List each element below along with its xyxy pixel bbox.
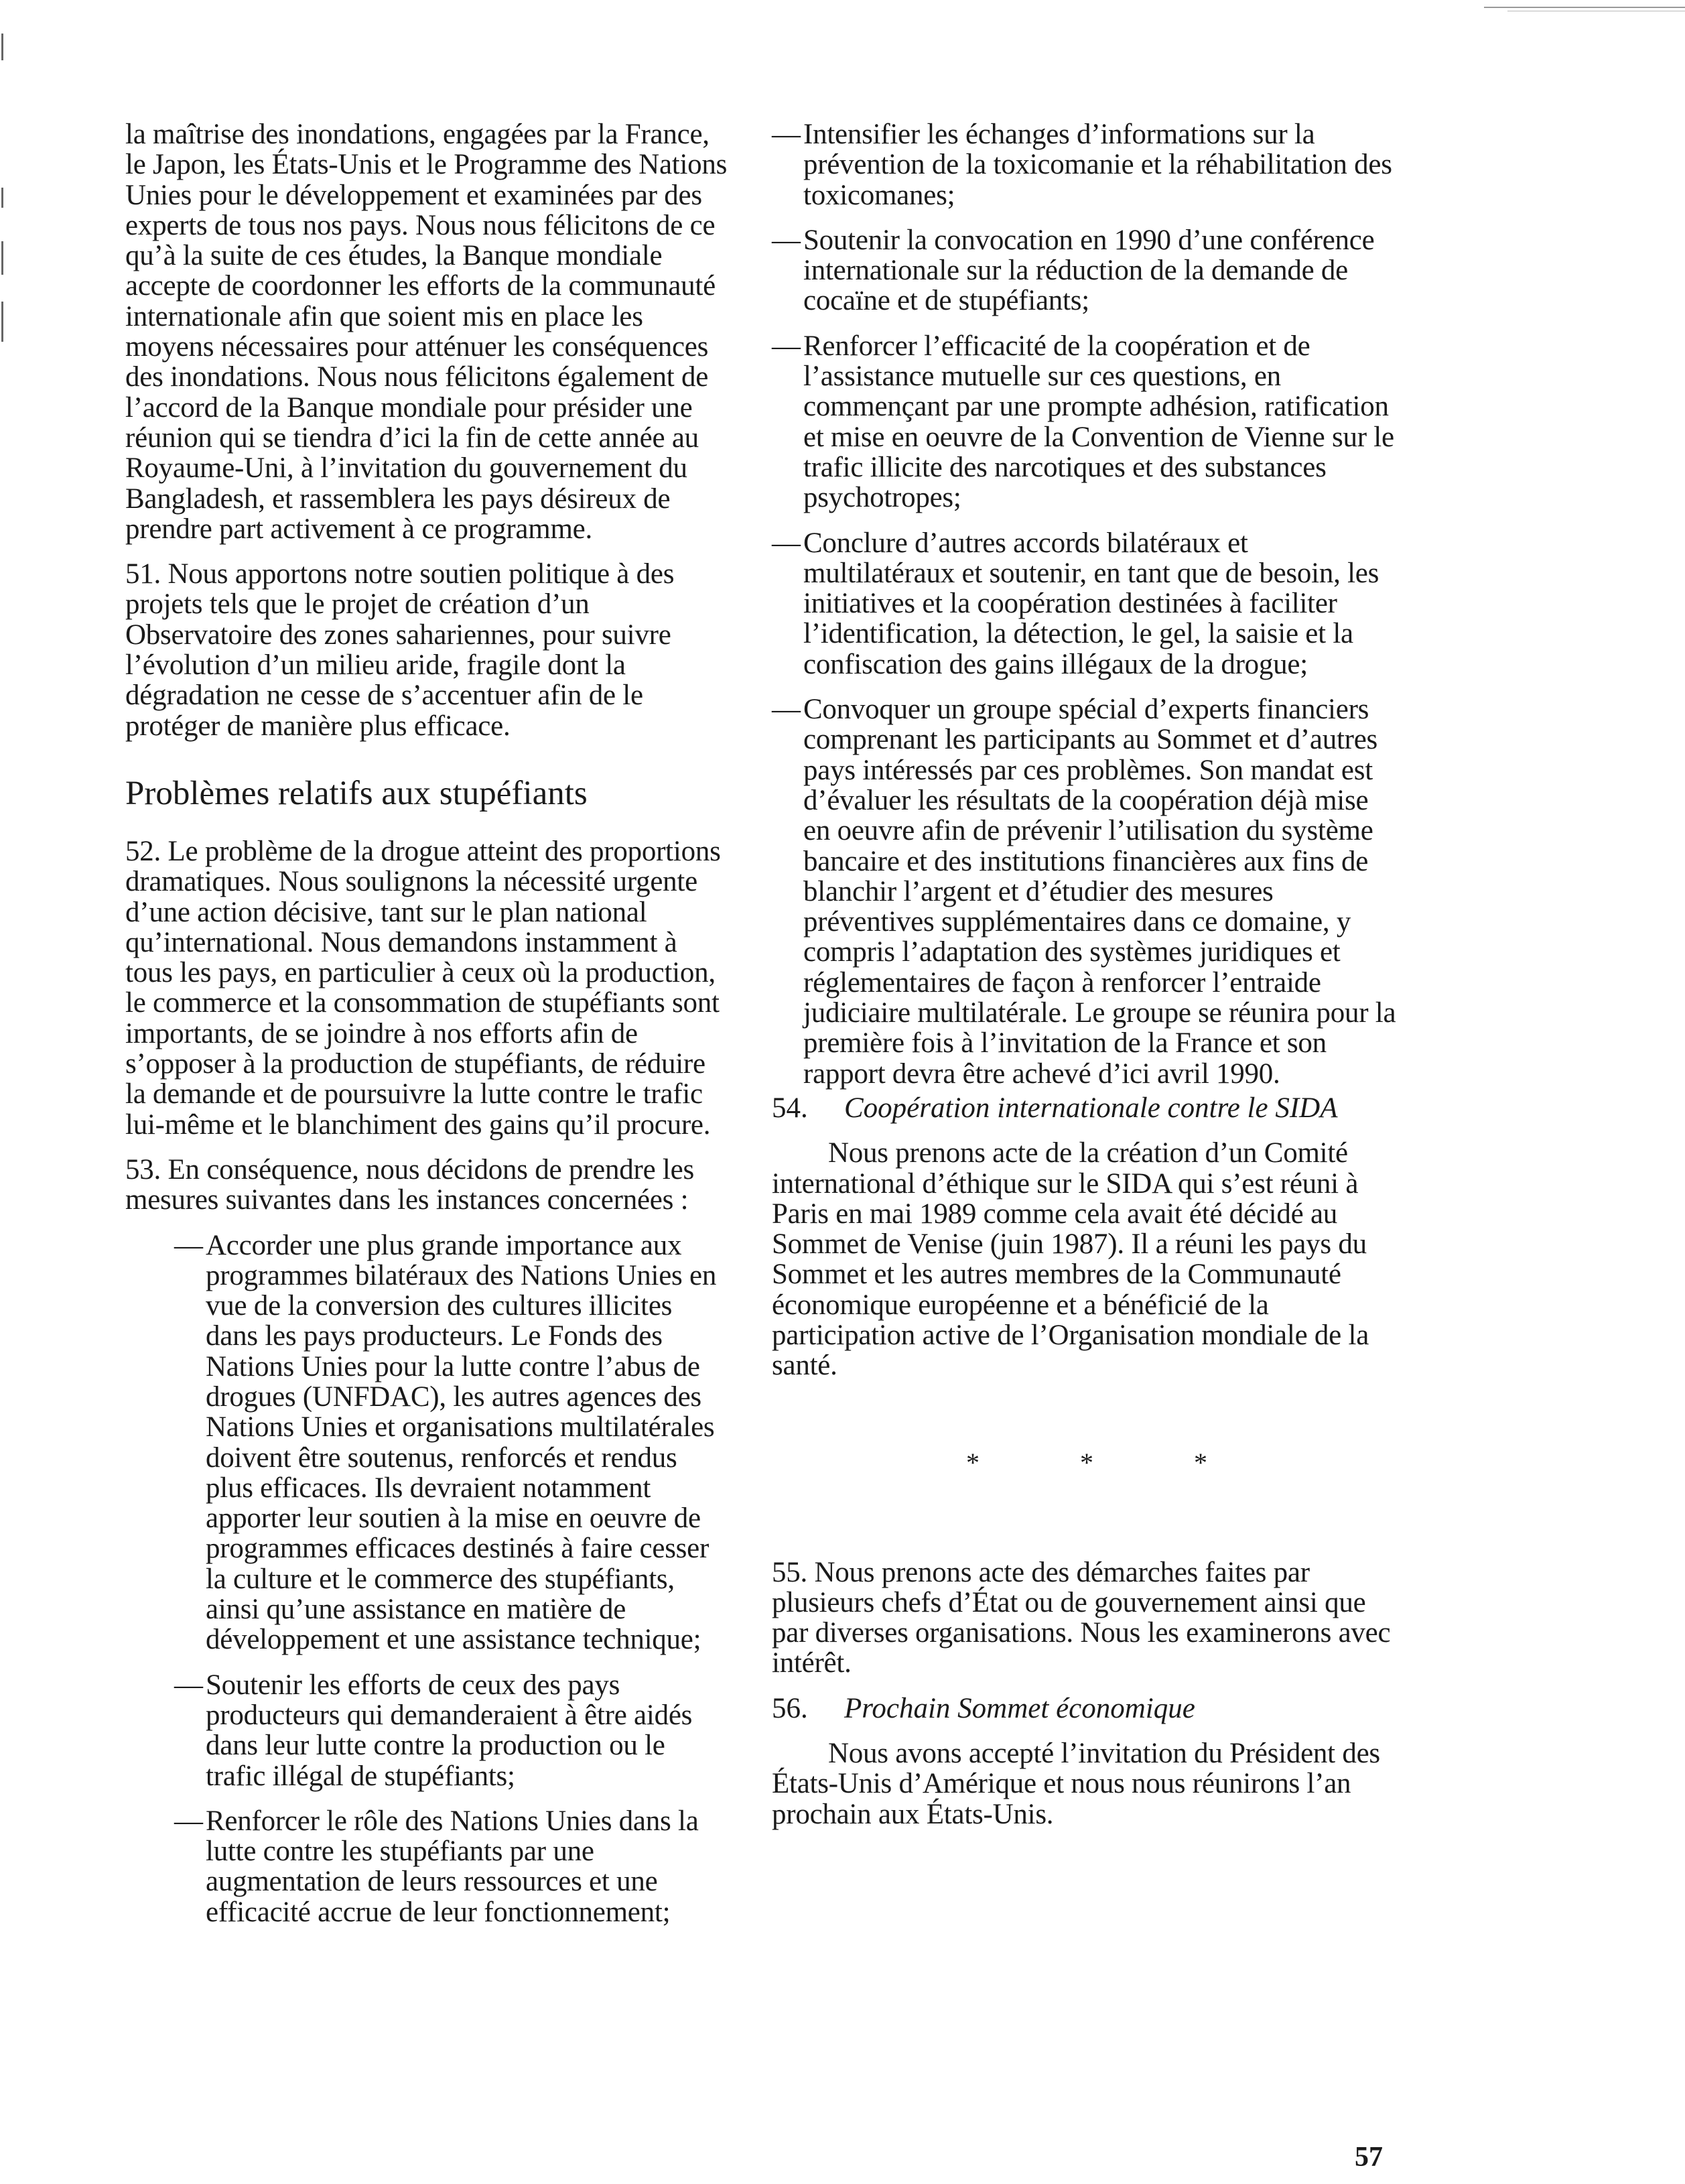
paragraph-51: 51. Nous apportons notre soutien politique à des projets tels que le projet de création d’un Observatoire des zones sahariennes, pour suivre l’évolution d’un milieu aride, fragile dont la dégradation ne cesse de s’accentuer afin de le protéger de manière plus efficace. — [125, 558, 675, 742]
list-item-text: Renforcer l’efficacité de la coopération et de l’assistance mutuelle sur ces questions, en commençant par une prompte adhésion, ratification et mise en oeuvre de la Convention de Vienne sur le trafic illicite des narcotiques et des substances psychotropes; — [803, 330, 1394, 514]
list-item — [174, 1670, 728, 1791]
dash-marker: — — [174, 1669, 203, 1701]
section-title: Coopération internationale contre le SIDA — [844, 1092, 1338, 1124]
paragraph-50-continued: la maîtrise des inondations, engagées par la France, le Japon, les États-Unis et le Programme des Nations Unies pour le développement et examinées par des experts de tous nos pays. Nous nous félicitons de ce qu’à la suite de ces études, la Banque mondiale accepte de coordonner les efforts de la communauté internationale afin que soient mis en place les moyens nécessaires pour atténuer les conséquences des inondations. Nous nous félicitons également de l’accord de la Banque mondiale pour présider une réunion qui se tiendra d’ici la fin de cette année au Royaume-Uni, à l’invitation du gouvernement du Bangladesh, et rassemblera les pays désireux de prendre part activement à ce programme. — [125, 119, 728, 545]
list-item — [772, 119, 1402, 210]
dash-marker: — — [772, 224, 801, 256]
list-item — [772, 331, 1402, 513]
section-heading-drugs: Problèmes relatifs aux stupéfiants — [125, 774, 588, 812]
list-item-text: Soutenir la convocation en 1990 d’une conférence internationale sur la réduction de la demande de cocaïne et de stupéfiants; — [803, 224, 1375, 317]
dash-marker: — — [772, 330, 801, 362]
section-heading-56 — [772, 1693, 1402, 1724]
list-item — [174, 1230, 728, 1655]
dash-marker: — — [772, 527, 801, 559]
dash-marker: — — [772, 694, 801, 726]
list-item-text: Renforcer le rôle des Nations Unies dans la lutte contre les stupéfiants par une augmentation de leurs ressources et une efficacité accrue de leur fonctionnement; — [206, 1805, 699, 1928]
dash-marker: — — [772, 119, 801, 150]
dash-marker: — — [174, 1805, 203, 1837]
paragraph-53: 53. En conséquence, nous décidons de prendre les mesures suivantes dans les instances concernées : — [125, 1153, 694, 1216]
right-column — [772, 119, 1402, 1829]
dash-marker: — — [174, 1229, 203, 1261]
paragraph-55: 55. Nous prenons acte des démarches faites par plusieurs chefs d’État ou de gouvernement ainsi que par diverses organisations. Nous les examinerons avec intérêt. — [772, 1556, 1391, 1679]
margin-scan-marks — [0, 20, 5, 342]
page-number: 57 — [1355, 2142, 1383, 2173]
list-item-text: Convoquer un groupe spécial d’experts financiers comprenant les participants au Sommet et d’autres pays intéressés par ces problèmes. Son mandat est d’évaluer les résultats de la coopération déjà mise en oeuvre afin de prévenir l’utilisation du système bancaire et des institutions financières aux fins de blanchir l’argent et d’étudier des mesures préventives supplémentaires dans ce domaine, y compris l’adaptation des systèmes juridiques et réglementaires de façon à renforcer l’entraide judiciaire multilatérale. Le groupe se réunira pour la première fois à l’invitation de la France et son rapport devra être achevé d’ici avril 1990. — [803, 694, 1396, 1090]
section-title: Prochain Sommet économique — [844, 1692, 1195, 1724]
list-item — [772, 225, 1402, 316]
list-item — [174, 1806, 728, 1927]
left-column — [125, 119, 728, 1942]
paragraph-56: Nous avons accepté l’invitation du Président des États-Unis d’Amérique et nous nous réunirons l’an prochain aux États-Unis. — [772, 1738, 1380, 1830]
list-item-text: Soutenir les efforts de ceux des pays producteurs qui demanderaient à être aidés dans leur lutte contre la production ou le trafic illégal de stupéfiants; — [206, 1669, 693, 1792]
list-item — [772, 694, 1402, 1089]
list-item-text: Conclure d’autres accords bilatéraux et multilatéraux et soutenir, en tant que de besoin, les initiatives et la coopération destinées à faciliter l’identification, la détection, le gel, la saisie et la confiscation des gains illégaux de la drogue; — [803, 527, 1379, 680]
list-item-text: Accorder une plus grande importance aux programmes bilatéraux des Nations Unies en vue de la conversion des cultures illicites dans les pays producteurs. Le Fonds des Nations Unies pour la lutte contre l’abus de drogues (UNFDAC), les autres agences des Nations Unies et organisations multilatérales doivent être soutenus, renforcés et rendus plus efficaces. Ils devraient notamment apporter leur soutien à la mise en oeuvre de programmes efficaces destinés à faire cesser la culture et le commerce des stupéfiants, ainsi qu’une assistance en matière de développement et une assistance technique; — [206, 1229, 717, 1656]
section-number: 54. — [772, 1092, 808, 1124]
section-separator: * * * — [966, 1447, 1254, 1478]
list-item — [772, 528, 1402, 680]
list-item-text: Intensifier les échanges d’informations sur la prévention de la toxicomanie et la réhabilitation des toxicomanes; — [803, 119, 1392, 211]
paragraph-52: 52. Le problème de la drogue atteint des proportions dramatiques. Nous soulignons la nécessité urgente d’une action décisive, tant sur le plan national qu’international. Nous demandons instamment à tous les pays, en particulier à ceux où la production, le commerce et la consommation de stupéfiants sont importants, de se joindre à nos efforts afin de s’opposer à la production de stupéfiants, de réduire la demande et de poursuivre la lutte contre le trafic lui-même et le blanchiment des gains qu’il procure. — [125, 835, 721, 1141]
paragraph-54: Nous prenons acte de la création d’un Comité international d’éthique sur le SIDA qui s’est réuni à Paris en mai 1989 comme cela avait été décidé au Sommet de Venise (juin 1987). Il a réuni les pays du Sommet et les autres membres de la Communauté économique européenne et a bénéficié de la participation active de l’Organisation mondiale de la santé. — [772, 1137, 1369, 1382]
top-rule — [1484, 7, 1685, 8]
section-heading-54 — [772, 1093, 1402, 1123]
section-number: 56. — [772, 1692, 808, 1724]
measures-list-left — [125, 1230, 728, 1928]
